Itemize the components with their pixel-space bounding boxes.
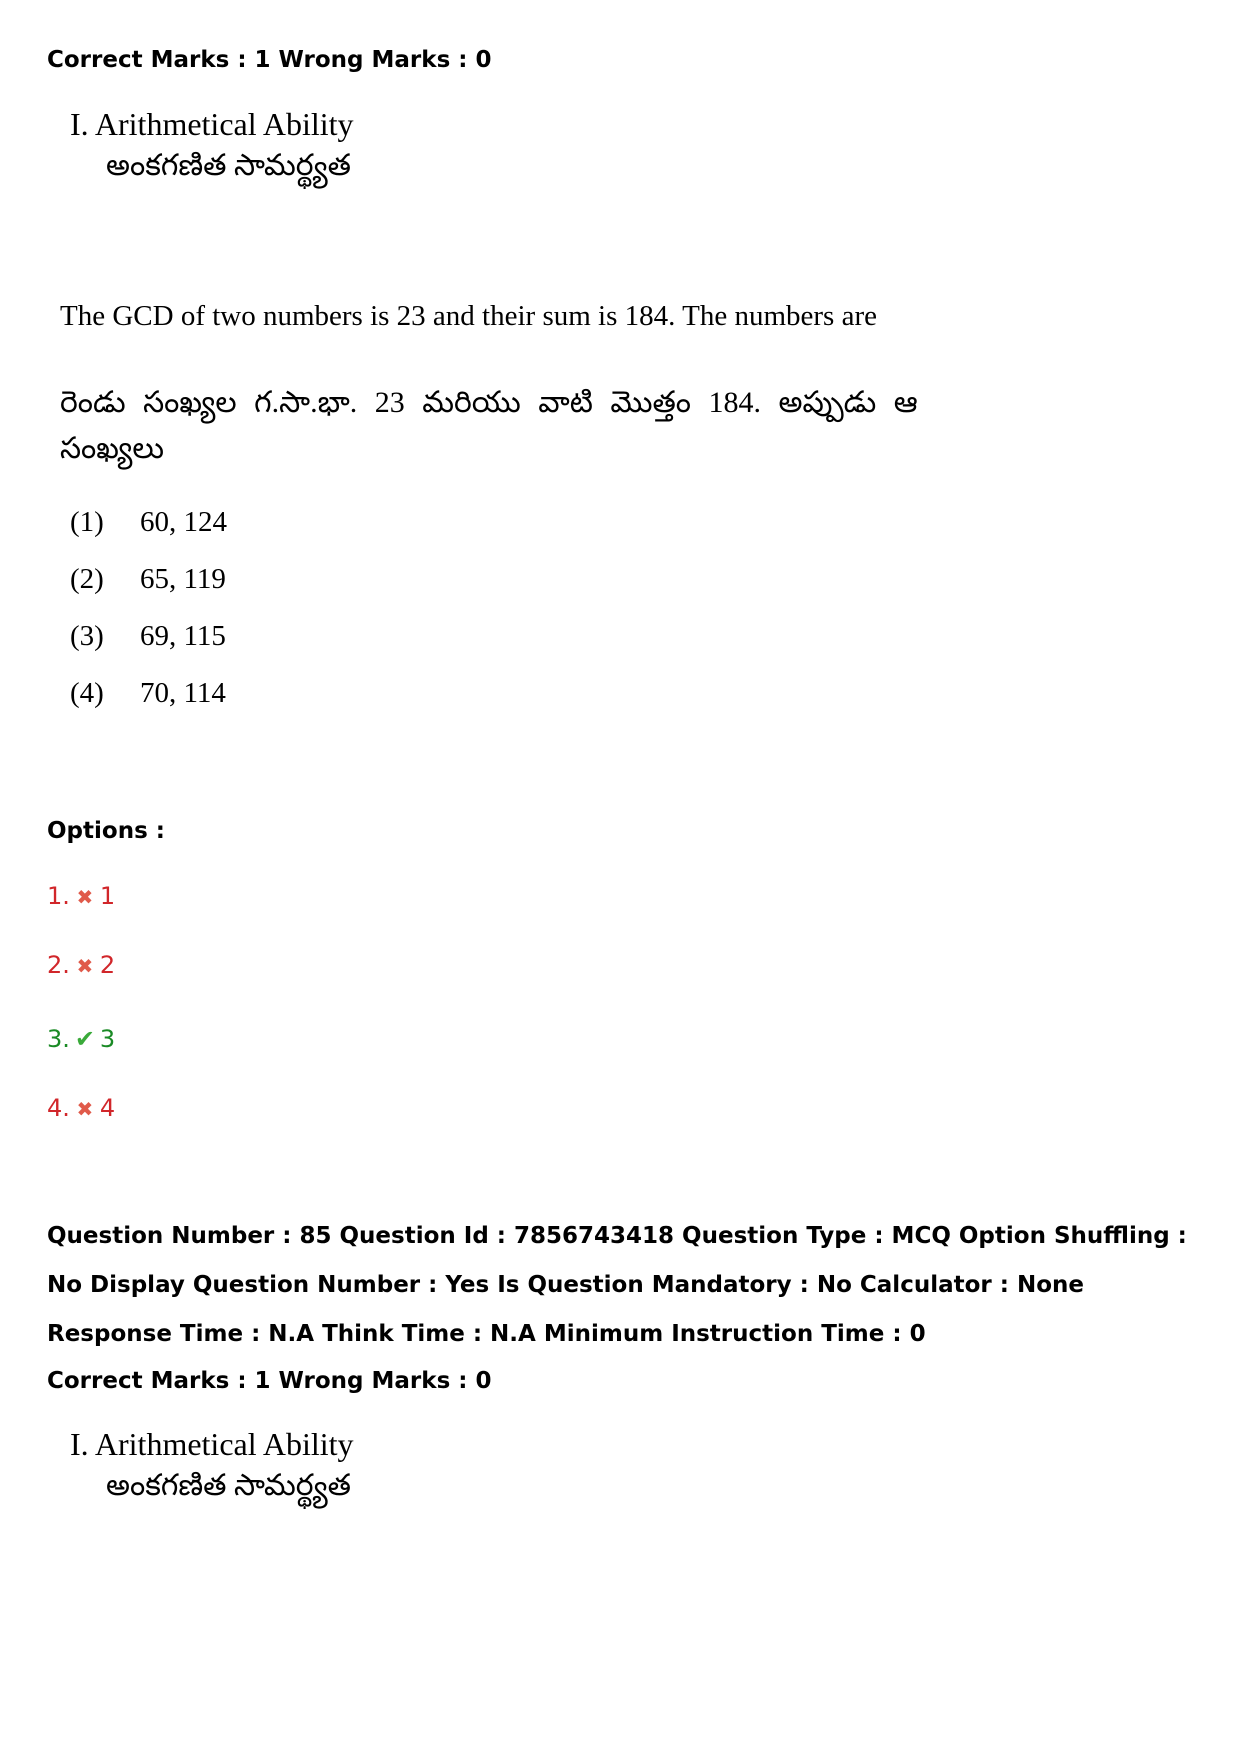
choice-number: (1): [70, 506, 104, 538]
choice-value: 69, 115: [140, 620, 226, 652]
question-text-english: The GCD of two numbers is 23 and their sum is 184. The numbers are: [60, 300, 877, 332]
section-title-telugu: అంకగణిత సామర్థ్యత: [106, 149, 351, 182]
cross-icon: ✖: [76, 885, 94, 909]
option-index: 2.: [47, 951, 70, 979]
choice-number: (4): [70, 677, 104, 709]
correct-marks-line: Correct Marks : 1 Wrong Marks : 0: [47, 1368, 492, 1394]
cross-icon: ✖: [76, 1097, 94, 1121]
correct-marks-line: Correct Marks : 1 Wrong Marks : 0: [47, 47, 492, 73]
section-title-english: I. Arithmetical Ability: [70, 1426, 354, 1462]
option-label: 4: [99, 1094, 116, 1122]
option-2: [47, 951, 115, 979]
section-heading: [70, 1424, 354, 1508]
option-1: [47, 882, 115, 910]
option-label: 1: [99, 882, 116, 910]
section-title-telugu: అంకగణిత సామర్థ్యత: [106, 1469, 351, 1502]
question-metadata: Question Number : 85 Question Id : 7856743418 Question Type : MCQ Option Shuffling : No Display Question Number : Yes Is Question Mandatory : No Calculator : None Response Time : N.A Think Time : N.A Minimum Instruction Time : 0: [47, 1223, 1187, 1347]
option-index: 4.: [47, 1094, 70, 1122]
choice-value: 60, 124: [140, 506, 227, 538]
choice-4: [70, 677, 226, 710]
option-3: [47, 1025, 115, 1053]
option-index: 1.: [47, 882, 70, 910]
choice-1: [70, 506, 227, 539]
cross-icon: ✖: [76, 954, 94, 978]
options-heading: Options :: [47, 818, 165, 844]
choice-value: 65, 119: [140, 563, 226, 595]
option-label: 3: [99, 1025, 116, 1053]
choice-value: 70, 114: [140, 677, 226, 709]
choice-number: (2): [70, 563, 104, 595]
question-text-telugu: రెండు సంఖ్యల గ.సా.భా. 23 మరియు వాటి మొత్తం 184. అప్పుడు ఆ సంఖ్యలు: [60, 386, 918, 465]
choice-2: [70, 563, 226, 596]
section-heading: [70, 104, 354, 188]
option-label: 2: [99, 951, 116, 979]
check-icon: ✔: [74, 1025, 95, 1053]
section-title-english: I. Arithmetical Ability: [70, 106, 354, 142]
option-index: 3.: [47, 1025, 70, 1053]
choice-3: [70, 620, 226, 653]
option-4: [47, 1094, 115, 1122]
choice-number: (3): [70, 620, 104, 652]
